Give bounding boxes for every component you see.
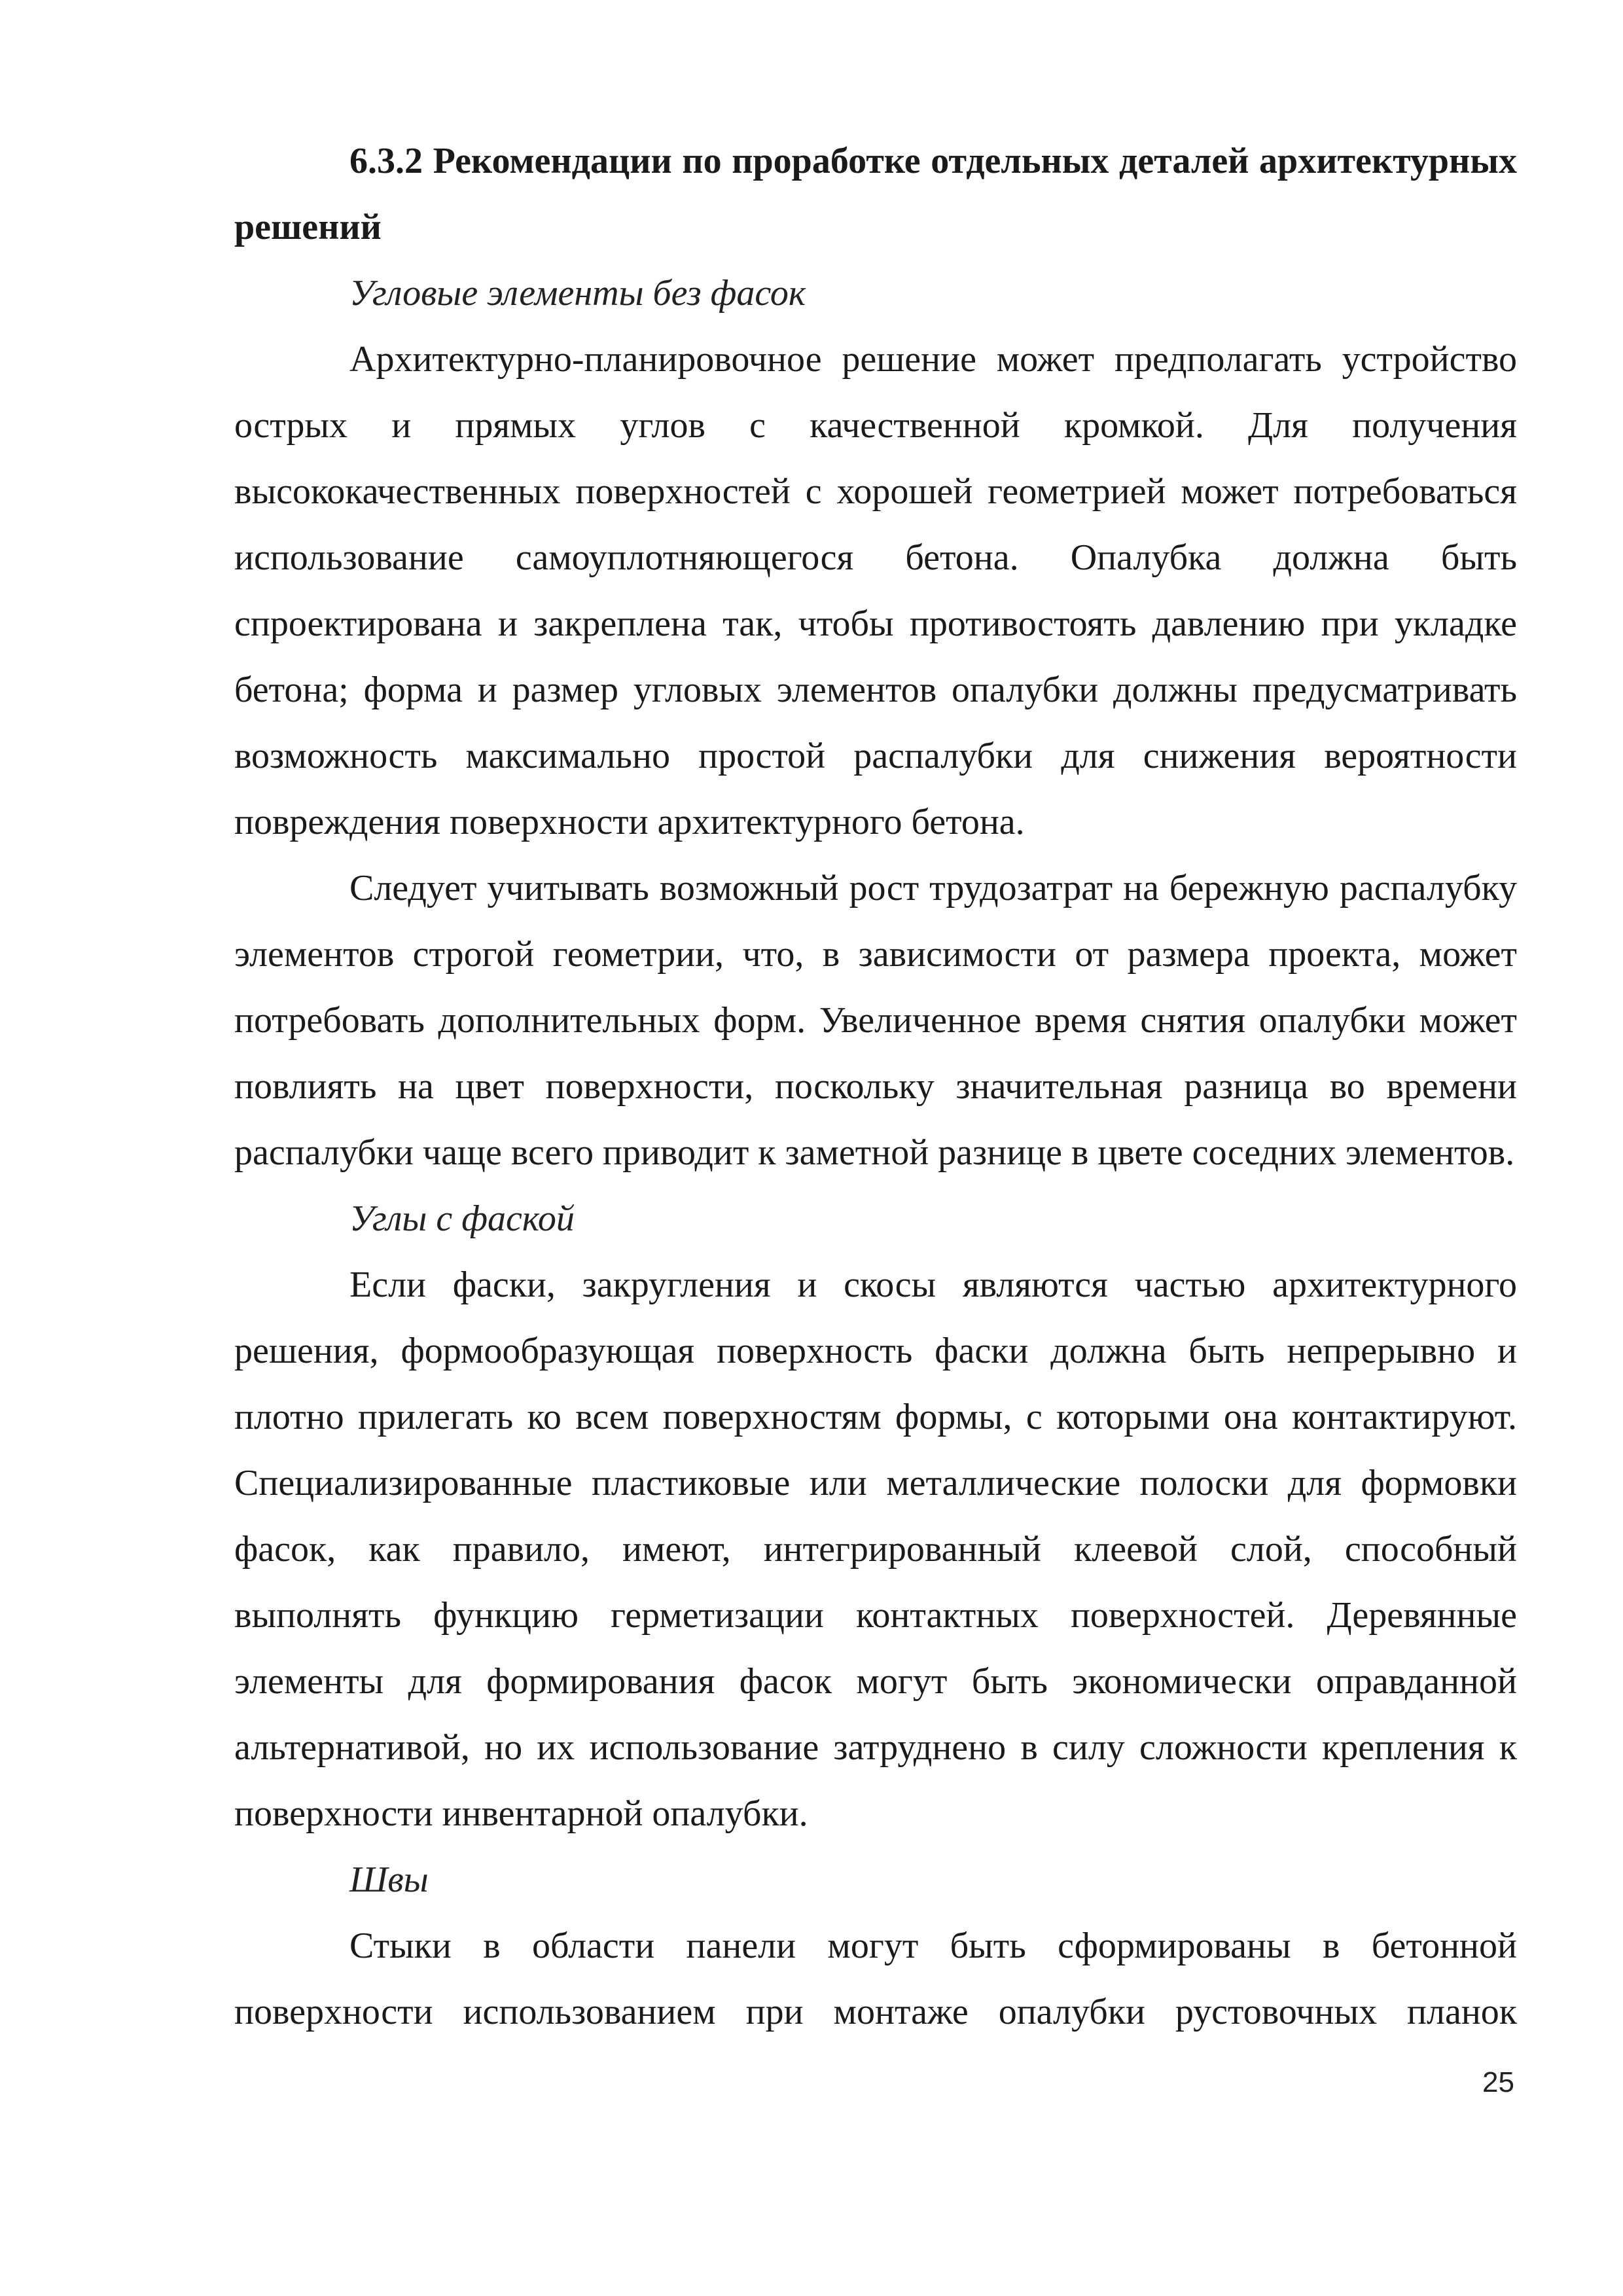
subheading-joints: Швы: [349, 1859, 429, 1900]
paragraph: Стыки в области панели могут быть сформированы в бетонной поверхности использованием при монтаже опалубки рустовочных планок: [234, 1926, 1517, 2032]
paragraph: Следует учитывать возможный рост трудозатрат на бережную распалубку элементов строгой геометрии, что, в зависимости от размера проекта, может потребовать дополнительных форм. Увеличенное время снятия опалубки может повлиять на цвет поверхности, поскольку значительная разница во времени распалубки чаще всего приводит к заметной разнице в цвете соседних элементов.: [234, 868, 1517, 1173]
paragraph: Если фаски, закругления и скосы являются частью архитектурного решения, формообразующая поверхность фаски должна быть непрерывно и плотно прилегать ко всем поверхностям формы, с которыми она контактируют. Специализированные пластиковые или металлические полоски для формовки фасок, как правило, имеют, интегрированный клеевой слой, способный выполнять функцию герметизации контактных поверхностей. Деревянные элементы для формирования фасок могут быть экономически оправданной альтернативой, но их использование затруднено в силу сложности крепления к поверхности инвентарной опалубки.: [234, 1265, 1517, 1834]
subheading-corners-without-chamfers: Угловые элементы без фасок: [349, 273, 806, 314]
paragraph: Архитектурно-планировочное решение может предполагать устройство острых и прямых углов с качественной кромкой. Для получения высококачественных поверхностей с хорошей геометрией может потребоваться использование самоуплотняющегося бетона. Опалубка должна быть спроектирована и закреплена так, чтобы противостоять давлению при укладке бетона; форма и размер угловых элементов опалубки должны предусматривать возможность максимально простой распалубки для снижения вероятности повреждения поверхности архитектурного бетона.: [234, 339, 1517, 842]
document-page: [234, 128, 1517, 2045]
subheading-chamfered-corners: Углы с фаской: [349, 1198, 575, 1239]
page-number: 25: [1482, 2066, 1514, 2098]
section-heading: 6.3.2 Рекомендации по проработке отдельных деталей архитектурных решений: [234, 141, 1517, 247]
